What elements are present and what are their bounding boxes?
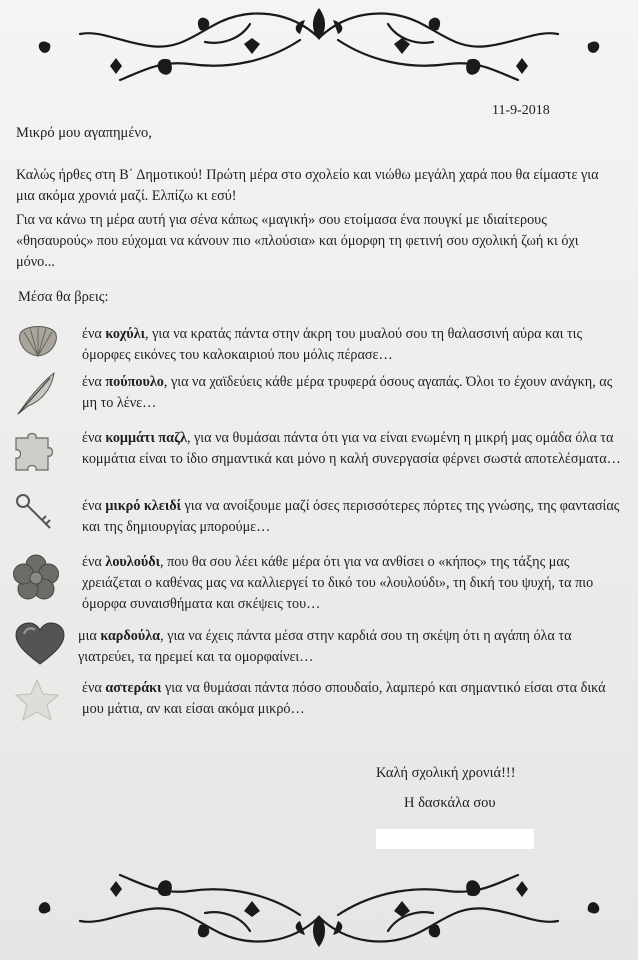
item-description: για να ανοίξουμε μαζί όσες περισσότερες πόρτες της γνώσης, της φαντασίας και της δημιουργίας μπορούμε… [82, 498, 620, 535]
item-description: , για να χαϊδεύεις κάθε μέρα τρυφερά όσους αγαπάς. Όλοι το έχουν ανάγκη, ας μη το λένε… [82, 374, 613, 411]
item-description: , για να έχεις πάντα μέσα στην καρδιά σου τη σκέψη ότι η αγάπη όλα τα γιατρεύει, τα ηρεμεί και τα ομορφαίνει… [78, 628, 572, 665]
item-prefix: ένα [82, 554, 106, 570]
paragraph-welcome: Καλώς ήρθες στη Β΄ Δημοτικού! Πρώτη μέρα στο σχολείο και νιώθω μεγάλη χαρά που θα είμαστε για μια ακόμα χρονιά μαζί. Ελπίζω κι εσύ! [16, 167, 599, 204]
item-prefix: ένα [82, 430, 106, 446]
item-prefix: μια [78, 628, 101, 644]
list-item-flower [82, 552, 622, 615]
puzzle-piece-icon [12, 428, 58, 474]
item-keyword: κοχύλι [105, 326, 146, 342]
item-keyword: λουλούδι [105, 554, 160, 570]
item-prefix: ένα [82, 374, 106, 390]
item-description: , για να θυμάσαι πάντα ότι για να είναι ενωμένη η μικρή μας ομάδα όλα τα κομμάτια είναι το ίδιο σημαντικά και μόνο η καλή συνεργασία φέρνει σωστά αποτελέσματα… [82, 430, 621, 467]
redacted-name [376, 829, 534, 849]
list-item-shell [82, 324, 622, 366]
list-item-star [82, 678, 622, 720]
item-prefix: ένα [82, 498, 106, 514]
item-prefix: ένα [82, 326, 106, 342]
item-description: για να θυμάσαι πάντα πόσο σπουδαίο, λαμπερό και σημαντικό είσαι στα δικά μου μάτια, αν και είσαι ακόμα μικρό… [82, 680, 606, 717]
item-keyword: καρδούλα [100, 628, 161, 644]
item-keyword: πούπουλο [105, 374, 164, 390]
paragraph-pouch: Για να κάνω τη μέρα αυτή για σένα κάπως «μαγική» σου ετοίμασα ένα πουγκί με ιδιαίτερους «θησαυρούς» που εύχομαι να κάνουν πιο «πλούσια» και όμορφη τη φετινή σου σχολική ζωή κι όχι μόνο... [16, 212, 579, 270]
item-keyword: μικρό κλειδί [105, 498, 181, 514]
star-icon [14, 678, 60, 722]
list-item-heart [78, 626, 618, 668]
item-keyword: κομμάτι παζλ [105, 430, 187, 446]
floral-flourish-icon [0, 0, 638, 100]
list-item-puzzle [82, 428, 622, 470]
item-description: , για να κρατάς πάντα στην άκρη του μυαλού σου τη θαλασσινή αύρα και τις όμορφες εικόνες του καλοκαιριού που μόλις πέρασε… [82, 326, 583, 363]
letter-greeting: Μικρό μου αγαπημένο, [16, 125, 152, 141]
letter-date: 11-9-2018 [492, 103, 550, 118]
list-item-key [82, 496, 622, 538]
item-prefix: ένα [82, 680, 106, 696]
shell-icon [16, 320, 60, 358]
flower-icon [12, 554, 60, 602]
floral-flourish-icon [0, 855, 638, 955]
list-item-feather [82, 372, 622, 414]
item-description: , που θα σου λέει κάθε μέρα ότι για να ανθίσει ο «κήπος» της τάξης μας χρειάζεται ο καθένας μας να καλλιεργεί το δικό του «λουλούδι», τη δική του ψυχή, τα πιο όμορφα συναισθήματα και σκέψεις του… [82, 554, 594, 612]
item-keyword: αστεράκι [105, 680, 162, 696]
closing-wish: Καλή σχολική χρονιά!!! [376, 765, 516, 781]
heart-icon [14, 622, 66, 666]
items-intro: Μέσα θα βρεις: [18, 289, 109, 305]
feather-icon [14, 370, 58, 416]
signature-line: Η δασκάλα σου [404, 795, 496, 811]
key-icon [14, 492, 56, 534]
